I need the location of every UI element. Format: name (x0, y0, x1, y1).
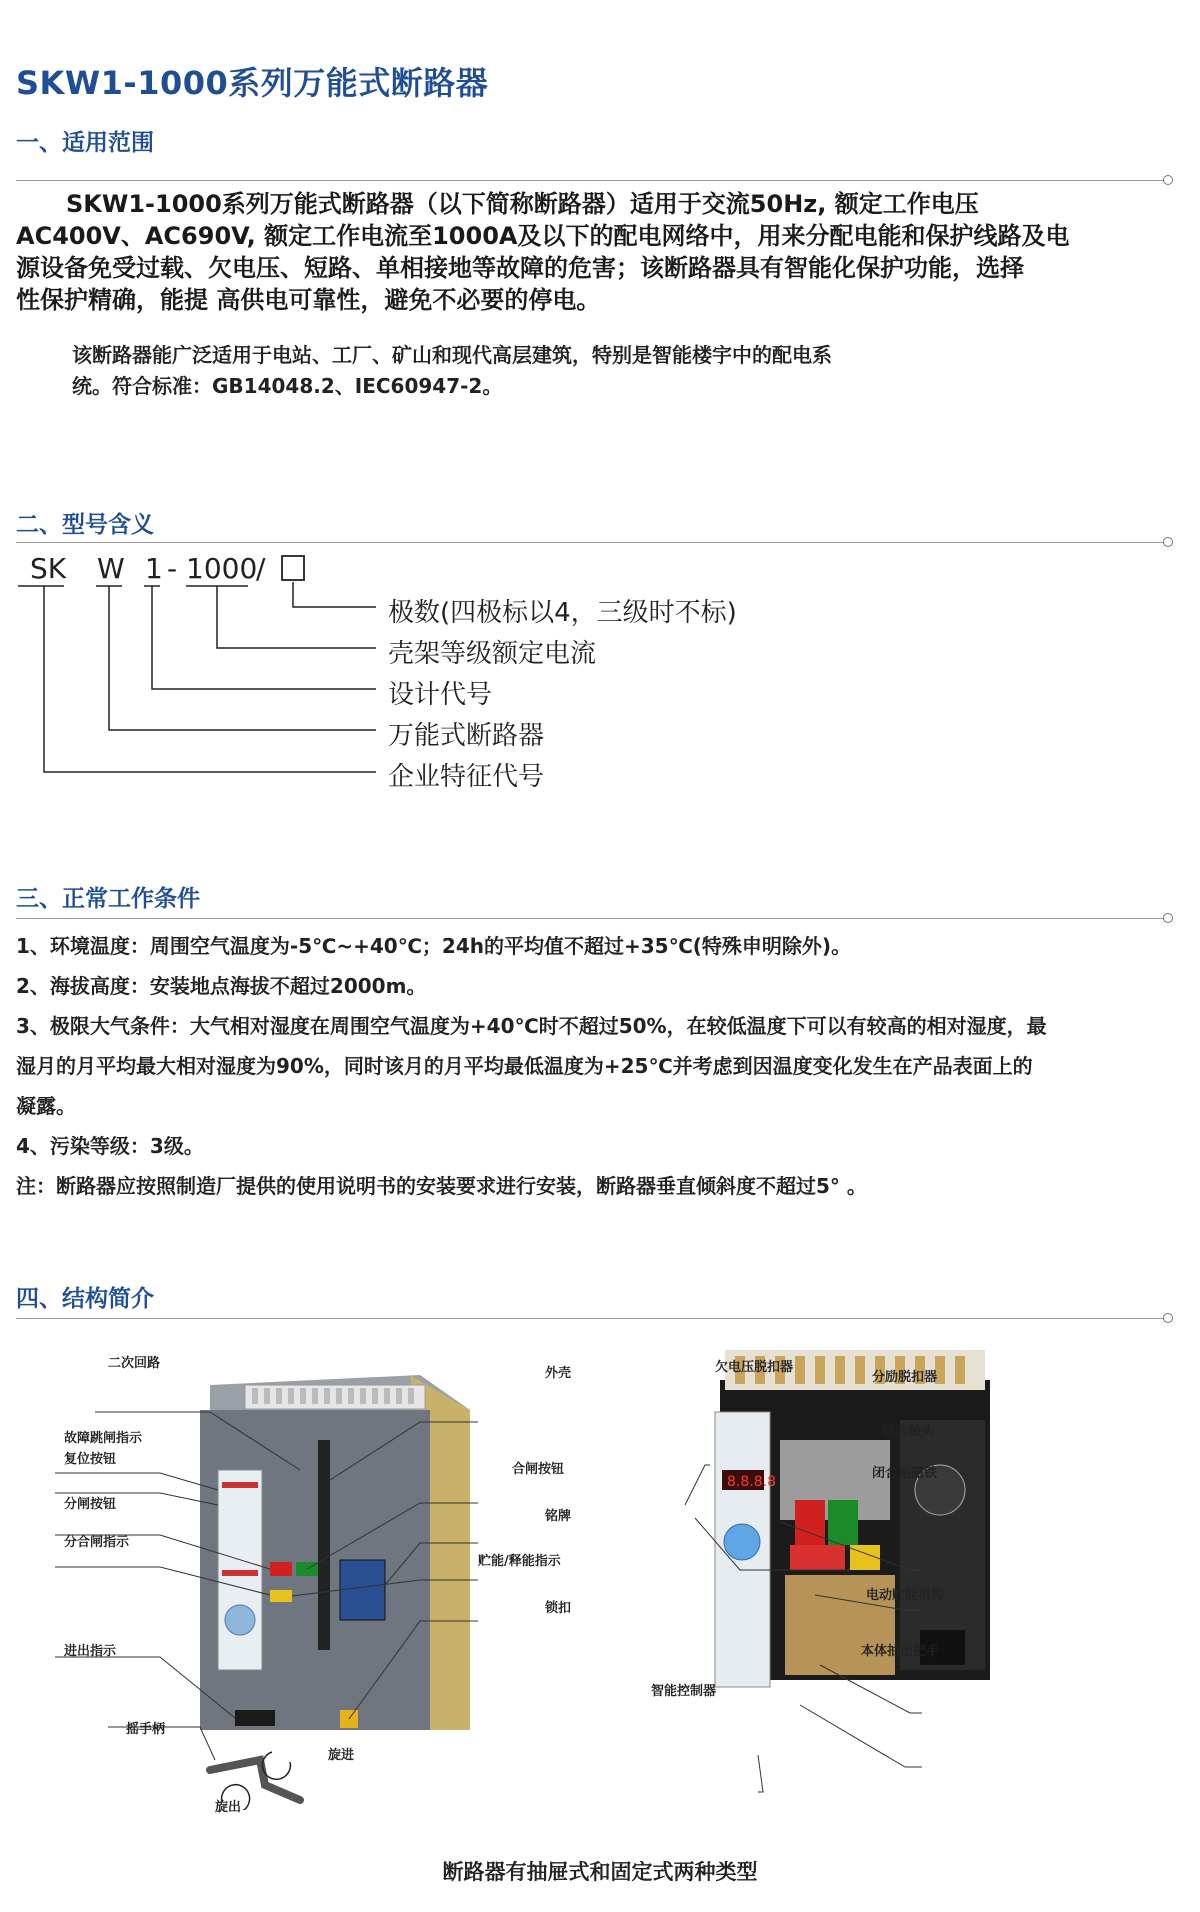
section-divider (16, 1318, 1168, 1319)
label-nameplate: 铭牌 (545, 1509, 572, 1524)
label-undervoltage-release: 欠电压脱扣器 (715, 1360, 794, 1375)
legend-frame-current: 壳架等级额定电流 (388, 639, 597, 669)
scope-line: AC400V、AC690V, 额定工作电流至1000A及以下的配电网络中，用来分配电能和保护线路及电 (16, 222, 1070, 250)
structure-caption: 断路器有抽屉式和固定式两种类型 (442, 1860, 758, 1884)
breaker-front-illustration (0, 1330, 600, 1810)
label-close-button: 合闸按钮 (512, 1462, 565, 1477)
label-aux-contact: 辅助触头 (882, 1424, 935, 1439)
breaker-internal-illustration (600, 1330, 1200, 1810)
label-fault-trip-indicator: 故障跳闸指示 (64, 1431, 143, 1446)
section-divider (16, 180, 1168, 181)
condition-line: 4、污染等级：3级。 (16, 1134, 204, 1158)
label-lock: 锁扣 (545, 1601, 572, 1616)
code-leader-lines (44, 582, 376, 772)
condition-line: 1、环境温度：周围空气温度为-5℃~+40℃；24h的平均值不超过+35℃(特殊申明除外)。 (16, 934, 852, 958)
label-reset-button: 复位按钮 (64, 1452, 117, 1467)
section-heading-model: 二、型号含义 (16, 512, 154, 538)
code-part-1000: 1000 (186, 552, 258, 585)
code-placeholder-box (282, 556, 304, 580)
label-open-button: 分闸按钮 (64, 1497, 117, 1512)
section-divider (16, 918, 1168, 919)
label-open-close-indicator: 分合闸指示 (64, 1535, 130, 1550)
label-rotate-out: 旋出 (215, 1800, 242, 1815)
label-housing: 外壳 (545, 1366, 572, 1381)
condition-line: 2、海拔高度：安装地点海拔不超过2000m。 (16, 974, 427, 998)
condition-line: 凝露。 (16, 1094, 76, 1118)
legend-poles: 极数(四极标以4，三级时不标) (388, 598, 737, 628)
application-line: 该断路器能广泛适用于电站、工厂、矿山和现代高层建筑，特别是智能楼宇中的配电系 (72, 343, 832, 367)
code-part-slash: / (256, 552, 266, 585)
label-secondary-circuit: 二次回路 (108, 1356, 161, 1371)
label-shunt-release: 分励脱扣器 (872, 1370, 938, 1385)
label-smart-controller: 智能控制器 (651, 1684, 717, 1699)
legend-design-code: 设计代号 (388, 680, 493, 710)
code-part-sk: SK (30, 552, 67, 585)
section-heading-scope: 一、适用范围 (16, 130, 154, 156)
breaker-handle-slot (318, 1440, 330, 1650)
label-energy-indicator: 贮能/释能指示 (478, 1554, 561, 1569)
scope-line: SKW1-1000系列万能式断路器（以下简称断路器）适用于交流50Hz, 额定工作电压 (66, 190, 979, 218)
conditions-list (16, 926, 1186, 1206)
label-withdraw-handle: 本体抽出把手 (861, 1644, 940, 1659)
code-part-dash: - (167, 552, 178, 585)
label-rotate-in: 旋进 (328, 1748, 355, 1763)
crank-handle-shape (210, 1760, 300, 1800)
label-draw-in-out-indicator: 进出指示 (64, 1644, 117, 1659)
scope-paragraph (16, 188, 1156, 316)
condition-line: 湿月的月平均最大相对湿度为90%，同时该月的月平均最低温度为+25℃并考虑到因温度变化发生在产品表面上的 (16, 1054, 1033, 1078)
legend-enterprise-code: 企业特征代号 (388, 762, 545, 792)
page-title: SKW1-1000系列万能式断路器 (16, 64, 489, 102)
label-closing-magnet: 闭合电磁铁 (872, 1466, 938, 1481)
scope-line: 源设备免受过载、欠电压、短路、单相接地等故障的危害；该断路器具有智能化保护功能，选择 (16, 254, 1024, 282)
condition-line: 3、极限大气条件：大气相对湿度在周围空气温度为+40℃时不超过50%，在较低温度下可以有较高的相对湿度，最 (16, 1014, 1047, 1038)
label-crank-handle: 摇手柄 (126, 1722, 166, 1737)
controller-display-digits: 8.8.8.8 (727, 1474, 776, 1490)
section-divider (16, 542, 1168, 543)
open-button-shape (270, 1562, 292, 1576)
application-line: 统。符合标准：GB14048.2、IEC60947-2。 (72, 374, 503, 398)
condition-line: 注：断路器应按照制造厂提供的使用说明书的安装要求进行安装，断路器垂直倾斜度不超过5° 。 (16, 1174, 867, 1198)
scope-line: 性保护精确，能提 高供电可靠性，避免不必要的停电。 (16, 286, 601, 314)
legend-universal-breaker: 万能式断路器 (388, 721, 545, 751)
code-part-w: W (97, 552, 125, 585)
code-part-1: 1 (145, 552, 163, 585)
label-motor-mechanism: 电动贮能机构 (866, 1588, 945, 1603)
section-heading-conditions: 三、正常工作条件 (16, 886, 200, 912)
application-paragraph (72, 340, 992, 402)
nameplate-shape (340, 1560, 385, 1620)
model-code-diagram (0, 548, 1200, 798)
section-heading-structure: 四、结构简介 (16, 1286, 154, 1312)
